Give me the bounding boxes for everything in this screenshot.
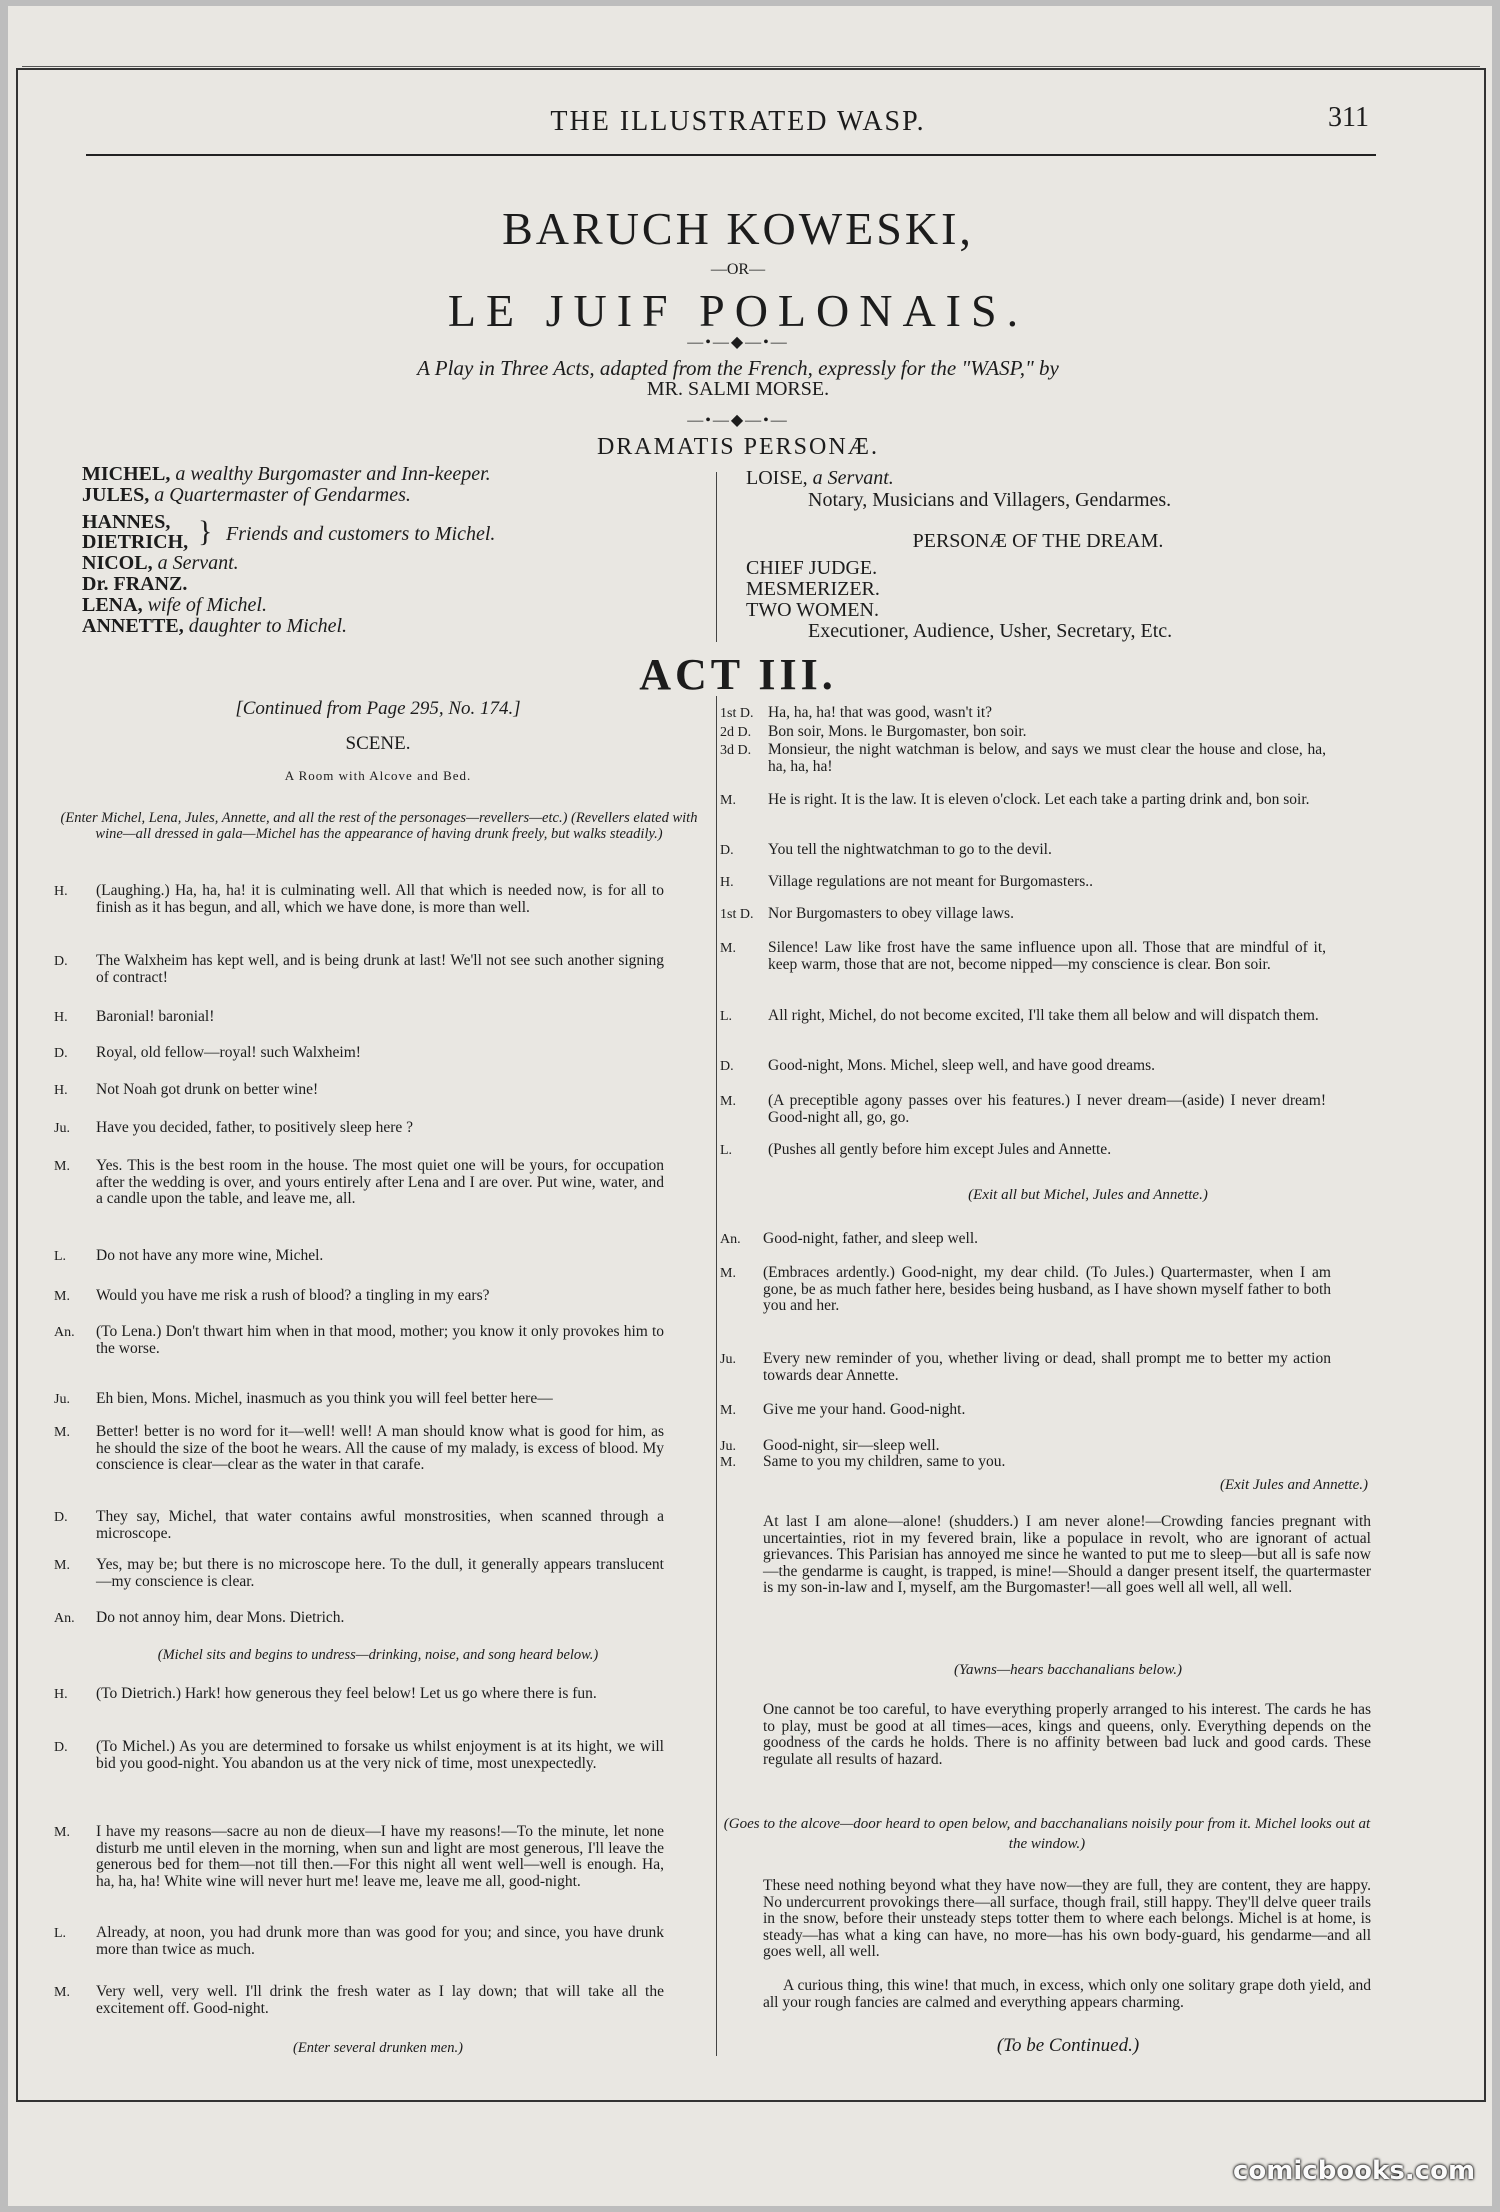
cast-entry: NICOL, a Servant. xyxy=(82,552,239,574)
dialogue-line: (A preceptible agony passes over his features.) I never dream—(aside) I never dream! Good-night all, go, go. xyxy=(768,1092,1326,1126)
dialogue-line: (Pushes all gently before him except Jules and Annette. xyxy=(768,1141,1112,1158)
title-line-1: BARUCH KOWESKI, xyxy=(502,203,974,254)
cast-entry: LENA, wife of Michel. xyxy=(82,594,267,616)
speaker-tag: An. xyxy=(54,1325,75,1340)
dialogue-line: Ha, ha, ha! that was good, wasn't it? xyxy=(768,704,993,721)
page-number: 311 xyxy=(1328,102,1369,133)
dialogue-line: Same to you my children, same to you. xyxy=(763,1453,1006,1470)
dialogue-line: Baronial! baronial! xyxy=(96,1008,215,1025)
speaker-tag: D. xyxy=(54,1510,68,1525)
speaker-tag: M. xyxy=(720,1403,736,1418)
monologue: A curious thing, this wine! that much, in excess, which only one solitary grape doth yield, and all your rough fancies are calmed and everything appears charming. xyxy=(763,1977,1371,2011)
dialogue-line: Do not have any more wine, Michel. xyxy=(96,1247,324,1264)
monologue: One cannot be too careful, to have everything properly arranged to his interest. The cards he has to play, must be good at all times—aces, kings and queens, only. Everything depends on the goodness of the cards he holds. There is no affinity between bad luck and good cards. These regulate all results of hazard. xyxy=(763,1701,1371,1768)
monologue: These need nothing beyond what they have now—they are full, they are content, they are happy. No undercurrent provokings there—all surface, though frail, still happy. They'll delve queer trails in the snow, before their unsteady steps totter them to where each belongs. Michel is at home, is steady—has what a king can have, no more—has his own body-guard, his gendarme—and all goes well, all well. xyxy=(763,1877,1371,1960)
dialogue-line: Every new reminder of you, whether living or dead, shall prompt me to better my action towards dear Annette. xyxy=(763,1350,1331,1384)
dialogue-line: Silence! Law like frost have the same influence upon all. Those that are mindful of it, keep warm, those that are not, become nipped—my conscience is clear. Bon soir. xyxy=(768,939,1326,973)
stage-direction: (Enter several drunken men.) xyxy=(293,2040,463,2056)
stage-direction: (Goes to the alcove—door heard to open below, and bacchanalians noisily pour from it. Michel looks out at the window.) xyxy=(723,1816,1371,1852)
title-or: —OR— xyxy=(710,261,766,278)
speaker-tag: M. xyxy=(54,1425,70,1440)
dialogue-line: Very well, very well. I'll drink the fresh water as I lay down; that will take all the excitement off. Good-night. xyxy=(96,1983,664,2017)
dialogue-line: All right, Michel, do not become excited, I'll take them all below and will dispatch them. xyxy=(768,1007,1319,1024)
column-divider xyxy=(716,472,717,642)
speaker-tag: M. xyxy=(720,1455,736,1470)
dialogue-line: Eh bien, Mons. Michel, inasmuch as you think you will feel better here— xyxy=(96,1390,553,1407)
dialogue-line: (Laughing.) Ha, ha, ha! it is culminating well. All that which is needed now, is for all to finish as it has begun, and all, which we have done, is more than well. xyxy=(96,882,664,916)
to-be-continued: (To be Continued.) xyxy=(996,2035,1140,2056)
dialogue-line: Bon soir, Mons. le Burgomaster, bon soir. xyxy=(768,723,1027,740)
speaker-tag: An. xyxy=(720,1232,741,1247)
dramatis-heading: DRAMATIS PERSONÆ. xyxy=(596,434,880,460)
speaker-tag: Ju. xyxy=(54,1392,70,1407)
dialogue-line: Good-night, sir—sleep well. xyxy=(763,1437,940,1454)
speaker-tag: M. xyxy=(54,1558,70,1573)
speaker-tag: M. xyxy=(720,1266,736,1281)
dream-entry: TWO WOMEN. xyxy=(746,599,879,621)
stage-direction: (Yawns—hears bacchanalians below.) xyxy=(954,1662,1182,1678)
speaker-tag: M. xyxy=(54,1159,70,1174)
speaker-tag: 2d D. xyxy=(720,725,752,740)
subtitle: A Play in Three Acts, adapted from the French, expressly for the "WASP," by xyxy=(417,356,1059,380)
stage-direction: (Michel sits and begins to undress—drinking, noise, and song heard below.) xyxy=(157,1647,599,1663)
speaker-tag: L. xyxy=(54,1249,67,1264)
dialogue-line: Give me your hand. Good-night. xyxy=(763,1401,966,1418)
dialogue-line: You tell the nightwatchman to go to the devil. xyxy=(768,841,1052,858)
speaker-tag: Ju. xyxy=(54,1121,70,1136)
speaker-tag: H. xyxy=(54,1687,68,1702)
speaker-tag: M. xyxy=(54,1289,70,1304)
dialogue-line: Would you have me risk a rush of blood? a tingling in my ears? xyxy=(96,1287,490,1304)
dialogue-line: Good-night, father, and sleep well. xyxy=(763,1230,979,1247)
speaker-tag: M. xyxy=(720,1094,736,1109)
speaker-tag: M. xyxy=(720,793,736,808)
dialogue-line: They say, Michel, that water contains awful monstrosities, when scanned through a microscope. xyxy=(96,1508,664,1542)
speaker-tag: L. xyxy=(54,1926,67,1941)
dream-entry: CHIEF JUDGE. xyxy=(746,557,878,579)
speaker-tag: D. xyxy=(720,843,734,858)
cast-entry: JULES, a Quartermaster of Gendarmes. xyxy=(82,484,411,506)
cast-brace-note: Friends and customers to Michel. xyxy=(226,523,496,545)
scene-heading: SCENE. xyxy=(345,733,411,754)
dialogue-line: Yes, may be; but there is no microscope here. To the dull, it generally appears translucent—my conscience is clear. xyxy=(96,1556,664,1590)
ornament-divider: —•—◆—•— xyxy=(687,412,789,429)
cast-entry: Notary, Musicians and Villagers, Gendarmes. xyxy=(808,489,1172,511)
magazine-page xyxy=(8,6,1492,2206)
author: MR. SALMI MORSE. xyxy=(646,378,830,400)
speaker-tag: H. xyxy=(54,884,68,899)
speaker-tag: D. xyxy=(54,1740,68,1755)
cast-brace: } xyxy=(198,515,213,548)
speaker-tag: M. xyxy=(54,1985,70,2000)
cast-entry: LOISE, a Servant. xyxy=(746,467,894,489)
stage-direction: (Exit Jules and Annette.) xyxy=(1219,1477,1368,1493)
speaker-tag: M. xyxy=(54,1825,70,1840)
dream-heading: PERSONÆ OF THE DREAM. xyxy=(912,530,1164,552)
dialogue-line: Do not annoy him, dear Mons. Dietrich. xyxy=(96,1609,345,1626)
speaker-tag: L. xyxy=(720,1009,733,1024)
speaker-tag: D. xyxy=(54,1046,68,1061)
top-rule xyxy=(22,66,1480,67)
cast-entry: HANNES, xyxy=(82,511,171,533)
site-watermark: comicbooks.com xyxy=(1233,2156,1476,2186)
dialogue-line: He is right. It is the law. It is eleven o'clock. Let each take a parting drink and, bon soir. xyxy=(768,791,1310,808)
running-head: THE ILLUSTRATED WASP. xyxy=(550,106,926,137)
speaker-tag: Ju. xyxy=(720,1352,736,1367)
title-line-2: LE JUIF POLONAIS. xyxy=(447,285,1029,336)
dialogue-line: (Embraces ardently.) Good-night, my dear child. (To Jules.) Quartermaster, when I am gone, be as much father here, besides being husband, as I have shown myself father to both you and her. xyxy=(763,1264,1331,1314)
monologue: At last I am alone—alone! (shudders.) I am never alone!—Crowding fancies pregnant with uncertainties, riot in my fevered brain, like a populace in revolt, who are ignorant of actual grievances. This Parisian has annoyed me since he wanted to put me to sleep—but all is safe now—the gendarme is caught, is trapped, is mine!—Should a danger present itself, the quartermaster is my son-in-law and I, myself, am the Burgomaster!—all goes well all well, all well. xyxy=(763,1513,1371,1596)
stage-direction: (Exit all but Michel, Jules and Annette.) xyxy=(968,1187,1208,1203)
speaker-tag: Ju. xyxy=(720,1439,736,1454)
dialogue-line: Good-night, Mons. Michel, sleep well, and have good dreams. xyxy=(768,1057,1155,1074)
cast-entry: MICHEL, a wealthy Burgomaster and Inn-keeper. xyxy=(82,463,491,485)
speaker-tag: M. xyxy=(720,941,736,956)
speaker-tag: An. xyxy=(54,1611,75,1626)
dialogue-line: Better! better is no word for it—well! well! A man should know what is good for him, as he should the size of the boot he wears. All the cause of my malady, is excess of blood. My conscience is clear—clear as the water in that carafe. xyxy=(96,1423,664,1473)
speaker-tag: H. xyxy=(54,1083,68,1098)
dialogue-line: The Walxheim has kept well, and is being drunk at last! We'll not see such another signing of contract! xyxy=(96,952,664,986)
dialogue-line: (To Lena.) Don't thwart him when in that mood, mother; you know it only provokes him to the worse. xyxy=(96,1323,664,1357)
dialogue-line: Already, at noon, you had drunk more than was good for you; and since, you have drunk more than twice as much. xyxy=(96,1924,664,1958)
speaker-tag: 1st D. xyxy=(720,706,754,721)
stage-direction: (Enter Michel, Lena, Jules, Annette, and all the rest of the personages—revellers—etc.) (Revellers elated with wine—all dressed in gala—Michel has the appearance of having drunk freely, but walks steadily.) xyxy=(60,810,698,842)
dream-entry: MESMERIZER. xyxy=(746,578,880,600)
cast-entry: Dr. FRANZ. xyxy=(82,573,188,595)
speaker-tag: 3d D. xyxy=(720,743,752,758)
dialogue-line: Yes. This is the best room in the house. The most quiet one will be yours, for occupation after the wedding is over, and yours entirely after Lena and I are over. Put wine, water, and a candle upon the table, and leave me, all. xyxy=(96,1157,664,1207)
act-heading: ACT III. xyxy=(639,650,837,699)
dream-entry: Executioner, Audience, Usher, Secretary, Etc. xyxy=(808,620,1173,642)
ornament-divider: —•—◆—•— xyxy=(687,334,789,351)
speaker-tag: H. xyxy=(720,875,734,890)
cast-entry: DIETRICH, xyxy=(82,531,189,553)
column-divider xyxy=(716,696,717,2056)
dialogue-line: I have my reasons—sacre au non de dieux—I have my reasons!—To the minute, let none disturb me until eleven in the morning, when sun and light are most generous, I'll leave the generous bed for them—not till then.—For this night all went well—well is enough. Ha, ha, ha, ha! White wine will never hurt me! leave me, leave me all, good-night. xyxy=(96,1823,664,1890)
dialogue-line: Monsieur, the night watchman is below, and says we must clear the house and close, ha, ha, ha, ha! xyxy=(768,741,1326,775)
speaker-tag: D. xyxy=(54,954,68,969)
dialogue-line: Royal, old fellow—royal! such Walxheim! xyxy=(96,1044,361,1061)
dialogue-line: (To Dietrich.) Hark! how generous they feel below! Let us go where there is fun. xyxy=(96,1685,597,1702)
scene-description: A Room with Alcove and Bed. xyxy=(284,768,472,783)
dialogue-line: Not Noah got drunk on better wine! xyxy=(96,1081,319,1098)
header-rule xyxy=(86,154,1376,156)
dialogue-line: Have you decided, father, to positively sleep here ? xyxy=(96,1119,414,1136)
speaker-tag: D. xyxy=(720,1059,734,1074)
speaker-tag: 1st D. xyxy=(720,907,754,922)
dialogue-line: (To Michel.) As you are determined to forsake us whilst enjoyment is at its hight, we will bid you good-night. You abandon us at the very nick of time, most unexpectedly. xyxy=(96,1738,664,1772)
continued-note: [Continued from Page 295, No. 174.] xyxy=(235,698,521,719)
dialogue-line: Nor Burgomasters to obey village laws. xyxy=(768,905,1014,922)
cast-entry: ANNETTE, daughter to Michel. xyxy=(82,615,348,637)
dialogue-line: Village regulations are not meant for Burgomasters.. xyxy=(768,873,1094,890)
speaker-tag: L. xyxy=(720,1143,733,1158)
speaker-tag: H. xyxy=(54,1010,68,1025)
